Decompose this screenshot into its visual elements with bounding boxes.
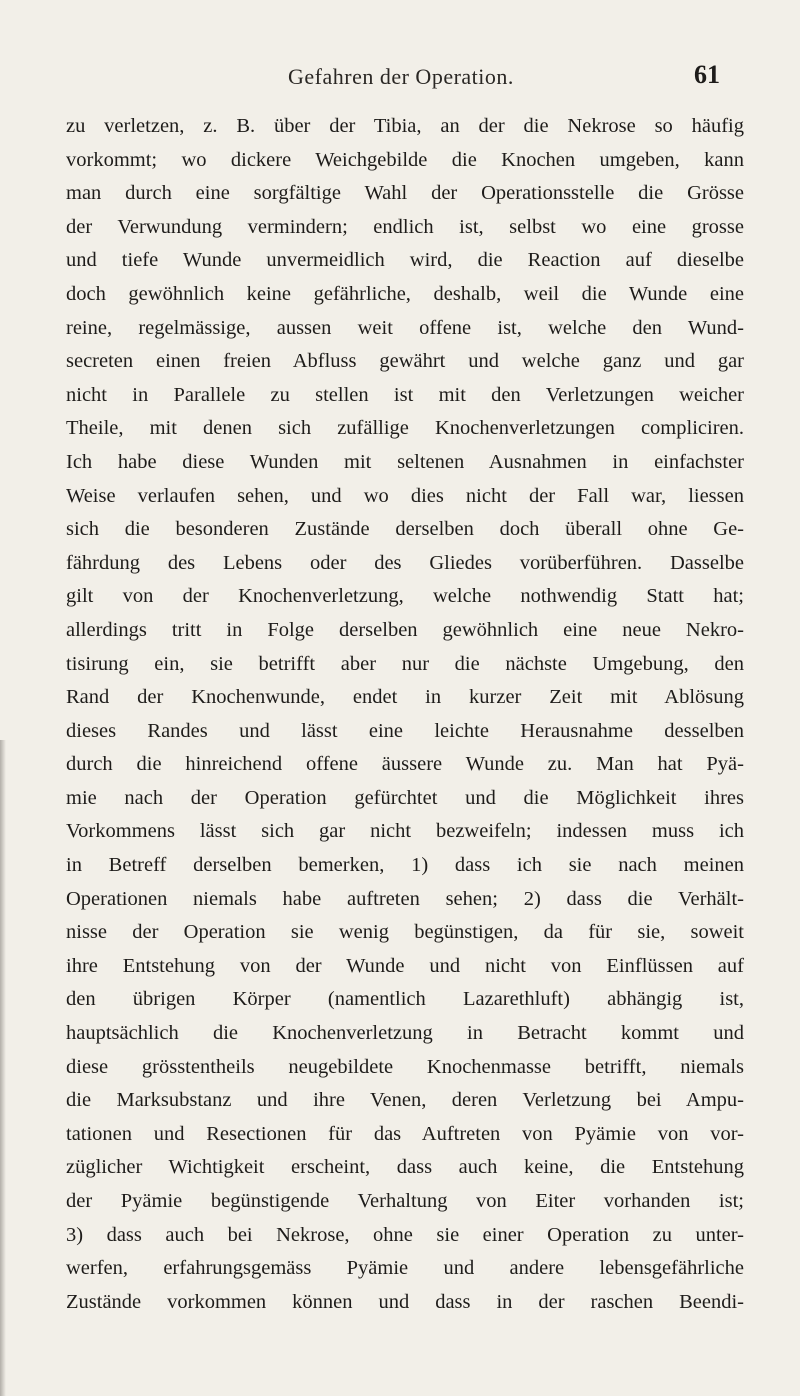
text-line: secreten einen freien Abfluss gewährt und welche ganz und gar — [66, 350, 744, 373]
page-edge-shadow — [0, 740, 6, 1396]
text-line: und tiefe Wunde unvermeidlich wird, die Reaction auf dieselbe — [66, 249, 744, 272]
text-line: Zustände vorkommen können und dass in der raschen Beendi- — [66, 1290, 744, 1313]
body-text — [66, 110, 744, 1319]
text-line: dieses Randes und lässt eine leichte Herausnahme desselben — [66, 719, 744, 742]
text-line: Ich habe diese Wunden mit seltenen Ausnahmen in einfachster — [66, 450, 744, 473]
text-line: allerdings tritt in Folge derselben gewöhnlich eine neue Nekro- — [66, 618, 744, 641]
text-line: tisirung ein, sie betrifft aber nur die nächste Umgebung, den — [66, 652, 744, 675]
text-line: den übrigen Körper (namentlich Lazarethluft) abhängig ist, — [66, 988, 744, 1011]
text-line: tationen und Resectionen für das Auftreten von Pyämie von vor- — [66, 1122, 744, 1145]
text-line: diese grösstentheils neugebildete Knochenmasse betrifft, niemals — [66, 1055, 744, 1078]
text-line: ihre Entstehung von der Wunde und nicht von Einflüssen auf — [66, 954, 744, 977]
text-line: doch gewöhnlich keine gefährliche, deshalb, weil die Wunde eine — [66, 282, 744, 305]
text-line: Weise verlaufen sehen, und wo dies nicht der Fall war, liessen — [66, 484, 744, 507]
text-line: durch die hinreichend offene äussere Wunde zu. Man hat Pyä- — [66, 753, 744, 776]
text-line: der Pyämie begünstigende Verhaltung von Eiter vorhanden ist; — [66, 1190, 744, 1212]
text-line: nisse der Operation sie wenig begünstigen, da für sie, soweit — [66, 921, 744, 944]
text-line: der Verwundung vermindern; endlich ist, selbst wo eine grosse — [66, 215, 744, 238]
text-line: zu verletzen, z. B. über der Tibia, an der die Nekrose so häufig — [66, 115, 744, 137]
text-line: man durch eine sorgfältige Wahl der Operationsstelle die Grösse — [66, 182, 744, 205]
text-line: Theile, mit denen sich zufällige Knochenverletzungen compliciren. — [66, 417, 744, 440]
page-number: 61 — [694, 60, 720, 89]
text-line: züglicher Wichtigkeit erscheint, dass auch keine, die Entstehung — [66, 1156, 744, 1179]
text-line: nicht in Parallele zu stellen ist mit den Verletzungen weicher — [66, 383, 744, 406]
text-line: Operationen niemals habe auftreten sehen; 2) dass die Verhält- — [66, 887, 744, 910]
text-line: Vorkommens lässt sich gar nicht bezweifeln; indessen muss ich — [66, 820, 744, 843]
page-header — [0, 60, 800, 100]
text-line: Rand der Knochenwunde, endet in kurzer Zeit mit Ablösung — [66, 686, 744, 709]
text-line: gilt von der Knochenverletzung, welche nothwendig Statt hat; — [66, 585, 744, 608]
text-line: fährdung des Lebens oder des Gliedes vorüberführen. Dasselbe — [66, 551, 744, 574]
text-line: werfen, erfahrungsgemäss Pyämie und andere lebensgefährliche — [66, 1257, 744, 1280]
text-line: sich die besonderen Zustände derselben doch überall ohne Ge- — [66, 518, 744, 541]
text-line: die Marksubstanz und ihre Venen, deren Verletzung bei Ampu- — [66, 1089, 744, 1112]
text-line: reine, regelmässige, aussen weit offene ist, welche den Wund- — [66, 316, 744, 339]
text-line: in Betreff derselben bemerken, 1) dass ich sie nach meinen — [66, 854, 744, 877]
text-line: hauptsächlich die Knochenverletzung in Betracht kommt und — [66, 1022, 744, 1045]
text-line: mie nach der Operation gefürchtet und die Möglichkeit ihres — [66, 786, 744, 809]
running-title: Gefahren der Operation. — [288, 64, 514, 89]
text-line: 3) dass auch bei Nekrose, ohne sie einer Operation zu unter- — [66, 1223, 744, 1246]
text-line: vorkommt; wo dickere Weichgebilde die Knochen umgeben, kann — [66, 148, 744, 171]
